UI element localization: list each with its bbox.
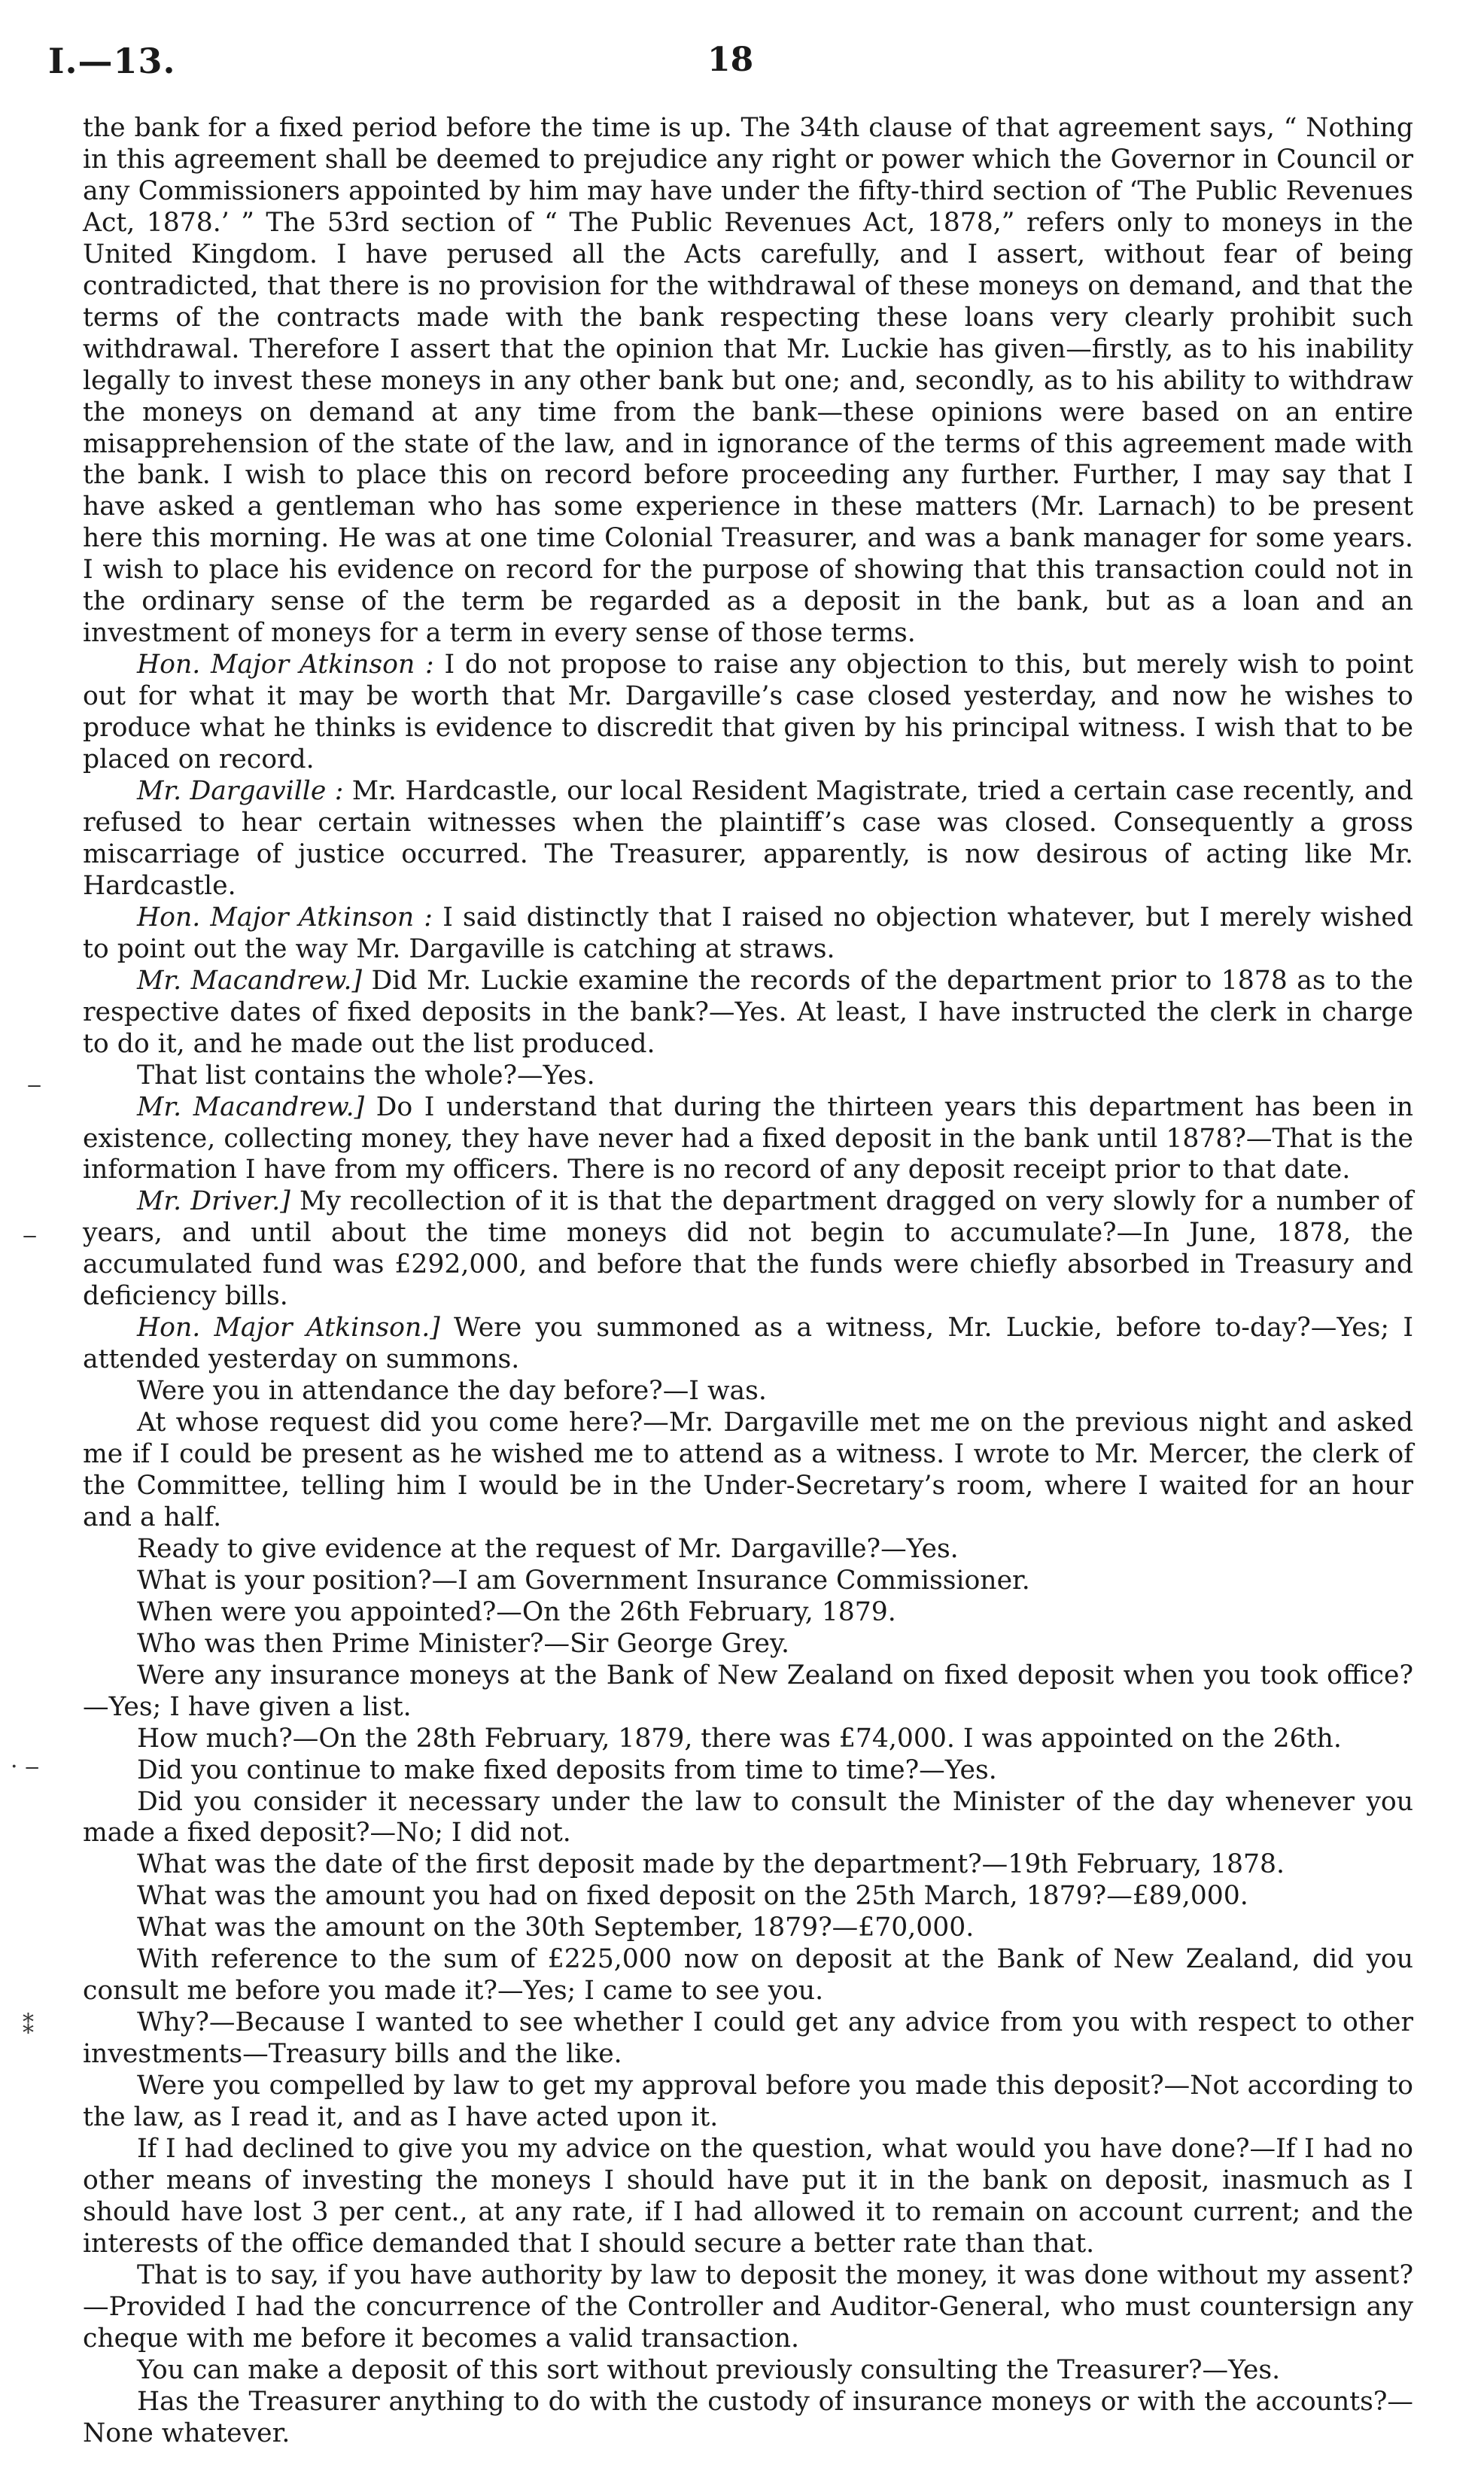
paragraph-text: the bank for a fixed period before the time is up. The 34th clause of that agreement says, “ Nothing in this agreement shall be deemed to prejudice any right or power which the Governor in Council or any Commissioners appointed by him may have under the fifty-third section of ‘The Public Revenues Act, 1878.’ ” The 53rd section of “ The Public Revenues Act, 1878,” refers only to moneys in the United Kingdom. I have perused all the Acts carefully, and I assert, without fear of being contradicted, that there is no provision for the withdrawal of these moneys on demand, and that the terms of the contracts made with the bank respecting these loans very clearly prohibit such withdrawal. Therefore I assert that the opinion that Mr. Luckie has given—firstly, as to his inability legally to invest these moneys in any other bank but one; and, secondly, as to his ability to withdraw the moneys on demand at any time from the bank—these opinions were based on an entire misapprehension of the state of the law, and in ignorance of the terms of this agreement made with the bank. I wish to place this on record before proceeding any further. Further, I may say that I have asked a gentleman who has some experience in these matters (Mr. Larnach) to be present here this morning. He was at one time Colonial Treasurer, and was a bank manager for some years. I wish to place his evidence on record for the purpose of showing that this transaction could not in the ordinary sense of the term be regarded as a deposit in the bank, but as a loan and an investment of moneys for a term in every sense of those terms.	[83, 113, 1413, 649]
paragraph-text: That list contains the whole?—Yes.	[137, 1060, 595, 1091]
speaker-paragraph	[83, 776, 1413, 902]
paragraph-text: My recollection of it is that the department dragged on very slowly for a number of years, and until about the time moneys did not begin to accumulate?—In June, 1878, the accumulated fund was £292,000, and before that the funds were chiefly absorbed in Treasury and deficiency bills.	[83, 1186, 1413, 1312]
paragraph-text: What is your position?—I am Government Insurance Commissioner.	[137, 1565, 1030, 1596]
paragraph-text: Mr. Hardcastle, our local Resident Magistrate, tried a certain case recently, and refused to hear certain witnesses when the plaintiff’s case was closed. Consequently a gross miscarriage of justice occurred. The Treasurer, apparently, is now desirous of acting like Mr. Hardcastle.	[83, 776, 1413, 901]
margin-mark: ⁑	[23, 2013, 34, 2040]
speaker-name: Hon. Major Atkinson.]	[137, 1313, 440, 1343]
paragraph-text: Were you summoned as a witness, Mr. Luckie, before to-day?—Yes; I attended yesterday on summons.	[83, 1313, 1413, 1375]
testimony-paragraph	[83, 113, 1413, 650]
testimony-paragraph	[83, 1787, 1413, 1850]
margin-mark: · ‒	[11, 1754, 40, 1780]
speaker-paragraph	[83, 1092, 1413, 1187]
paragraph-text: I said distinctly that I raised no objection whatever, but I merely wished to point out the way Mr. Dargaville is catching at straws.	[83, 902, 1413, 964]
paragraph-text: When were you appointed?—On the 26th February, 1879.	[137, 1596, 896, 1627]
testimony-paragraph	[83, 1629, 1413, 1660]
paragraph-text: Did Mr. Luckie examine the records of the department prior to 1878 as to the respective dates of fixed deposits in the bank?—Yes. At least, I have instructed the clerk in charge to do it, and he made out the list produced.	[83, 965, 1413, 1059]
paragraph-text: Ready to give evidence at the request of Mr. Dargaville?—Yes.	[137, 1533, 959, 1564]
testimony-paragraph	[83, 1755, 1413, 1787]
testimony-paragraph	[83, 2355, 1413, 2387]
paragraph-text: Did you consider it necessary under the law to consult the Minister of the day whenever you made a fixed deposit?—No; I did not.	[83, 1786, 1413, 1849]
testimony-paragraph	[83, 2071, 1413, 2134]
paragraph-text: What was the amount you had on fixed deposit on the 25th March, 1879?—£89,000.	[137, 1881, 1248, 1912]
testimony-paragraph	[83, 1376, 1413, 1407]
page-number: 18	[707, 41, 754, 79]
testimony-paragraph	[83, 2134, 1413, 2260]
testimony-paragraph	[83, 1660, 1413, 1724]
paragraph-text: Did you continue to make fixed deposits from time to time?—Yes.	[137, 1754, 997, 1785]
paragraph-text: Were any insurance moneys at the Bank of New Zealand on fixed deposit when you took office?—Yes; I have given a list.	[83, 1660, 1413, 1722]
paragraph-text: At whose request did you come here?—Mr. Dargaville met me on the previous night and asked me if I could be present as he wished me to attend as a witness. I wrote to Mr. Mercer, the clerk of the Committee, telling him I would be in the Under-Secretary’s room, where I waited for an hour and a half.	[83, 1407, 1413, 1532]
paragraph-text: What was the date of the first deposit made by the department?—19th February, 1878.	[137, 1849, 1285, 1880]
speaker-name: Hon. Major Atkinson :	[137, 650, 434, 680]
speaker-paragraph	[83, 966, 1413, 1060]
testimony-paragraph	[83, 1407, 1413, 1534]
testimony-paragraph	[83, 1060, 1413, 1092]
paragraph-text: Were you in attendance the day before?—I was.	[137, 1376, 767, 1407]
paragraph-text: What was the amount on the 30th September, 1879?—£70,000.	[137, 1912, 975, 1943]
paragraph-text: I do not propose to raise any objection to this, but merely wish to point out for what it may be worth that Mr. Dargaville’s case closed yesterday, and now he wishes to produce what he thinks is evidence to discredit that given by his principal witness. I wish that to be placed on record.	[83, 650, 1413, 775]
speaker-name: Mr. Macandrew.]	[137, 1091, 365, 1122]
paragraph-text: With reference to the sum of £225,000 now on deposit at the Bank of New Zealand, did you consult me before you made it?—Yes; I came to see you.	[83, 1944, 1413, 2007]
paragraph-text: That is to say, if you have authority by law to deposit the money, it was done without my assent?—Provided I had the concurrence of the Controller and Auditor-General, who must countersign any cheque with me before it becomes a valid transaction.	[83, 2259, 1413, 2354]
paragraph-text: If I had declined to give you my advice on the question, what would you have done?—If I had no other means of investing the moneys I should have put it in the bank on deposit, inasmuch as I should have lost 3 per cent., at any rate, if I had allowed it to remain on account current; and the interests of the office demanded that I should secure a better rate than that.	[83, 2134, 1413, 2259]
testimony-paragraph	[83, 1724, 1413, 1755]
testimony-paragraph	[83, 1534, 1413, 1566]
testimony-paragraph	[83, 1912, 1413, 1944]
paragraph-text: Were you compelled by law to get my approval before you made this deposit?—Not according to the law, as I read it, and as I have acted upon it.	[83, 2071, 1413, 2133]
paragraph-text: Why?—Because I wanted to see whether I could get any advice from you with respect to other investments—Treasury bills and the like.	[83, 2007, 1413, 2070]
speaker-paragraph	[83, 902, 1413, 966]
testimony-paragraph	[83, 2387, 1413, 2450]
testimony-paragraph	[83, 2260, 1413, 2355]
speaker-paragraph	[83, 650, 1413, 776]
speaker-name: Mr. Driver.]	[137, 1186, 290, 1217]
paragraph-text: How much?—On the 28th February, 1879, there was £74,000. I was appointed on the 26th.	[137, 1723, 1342, 1754]
testimony-paragraph	[83, 1881, 1413, 1912]
margin-mark: ‒	[27, 1072, 42, 1098]
speaker-name: Mr. Dargaville :	[137, 776, 344, 807]
paragraph-text: You can make a deposit of this sort without previously consulting the Treasurer?—Yes.	[137, 2354, 1281, 2385]
testimony-paragraph	[83, 1566, 1413, 1597]
speaker-name: Mr. Macandrew.]	[137, 965, 363, 996]
testimony-paragraph	[83, 1849, 1413, 1881]
margin-mark: ‒	[23, 1222, 38, 1249]
speaker-paragraph	[83, 1186, 1413, 1313]
speaker-paragraph	[83, 1313, 1413, 1376]
speaker-name: Hon. Major Atkinson :	[137, 902, 433, 933]
paragraph-text: Has the Treasurer anything to do with the custody of insurance moneys or with the accounts?—None whatever.	[83, 2386, 1413, 2448]
document-reference: I.—13.	[48, 41, 176, 81]
page-header	[0, 41, 1484, 86]
testimony-paragraph	[83, 2007, 1413, 2071]
paragraph-text: Do I understand that during the thirteen years this department has been in existence, collecting money, they have never had a fixed deposit in the bank until 1878?—That is the information I have from my officers. There is no record of any deposit receipt prior to that date.	[83, 1091, 1413, 1185]
document-body	[83, 113, 1413, 2450]
testimony-paragraph	[83, 1944, 1413, 2007]
testimony-paragraph	[83, 1597, 1413, 1629]
paragraph-text: Who was then Prime Minister?—Sir George Grey.	[137, 1628, 789, 1659]
